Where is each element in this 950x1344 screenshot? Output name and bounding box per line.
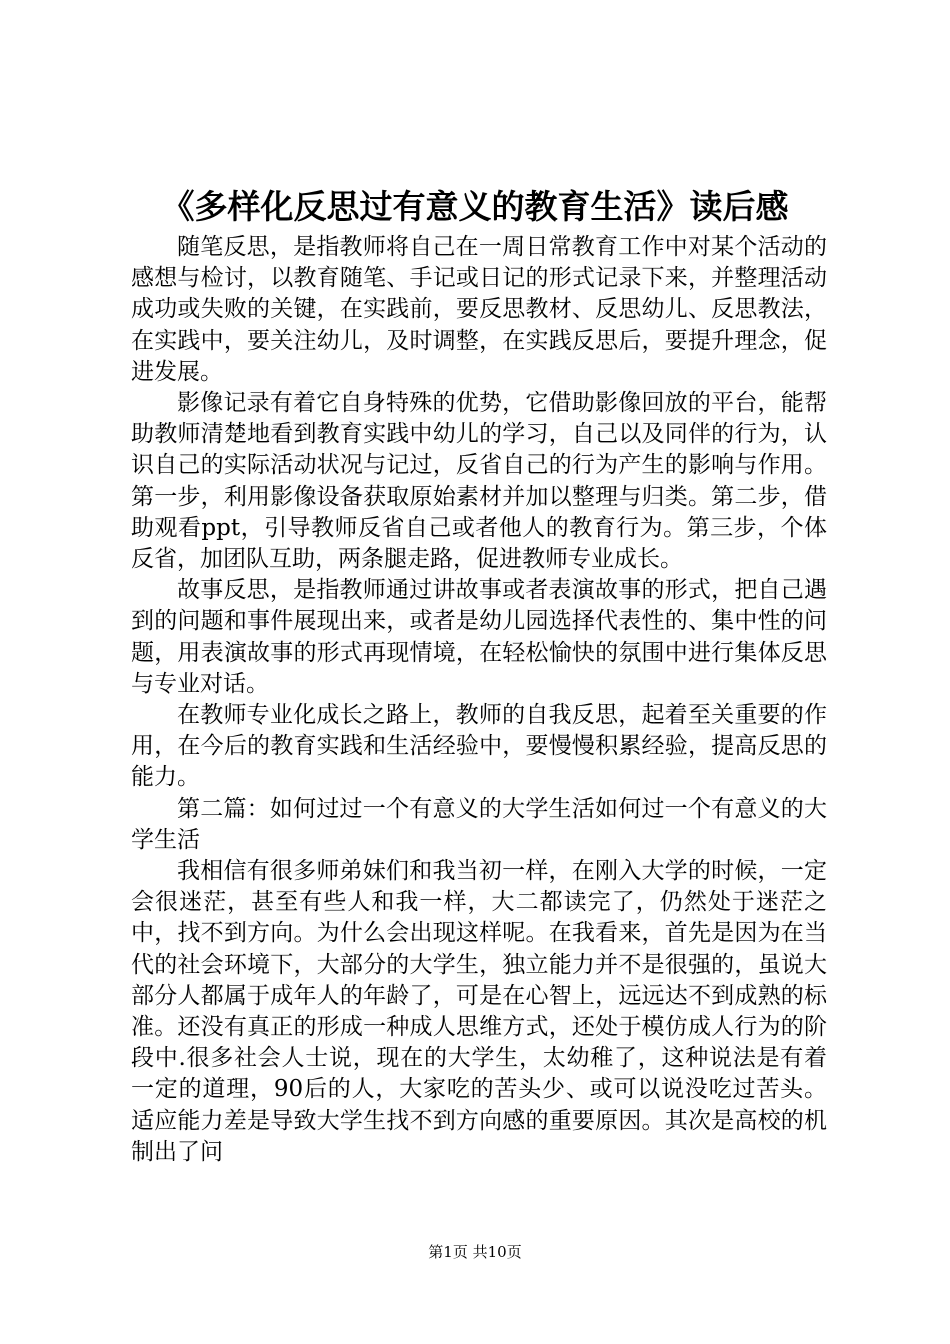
paragraph-5-section-heading: 第二篇：如何过过一个有意义的大学生活如何过一个有意义的大学生活 — [131, 795, 827, 853]
page-number-footer: 第1页 共10页 — [428, 1243, 522, 1261]
paragraph-6: 我相信有很多师弟妹们和我当初一样，在刚入大学的时候，一定会很迷茫，甚至有些人和我一样，大二都读完了，仍然处于迷茫之中，找不到方向。为什么会出现这样呢。在我看来，首先是因为在当代的社会环境下，大部分的大学生，独立能力并不是很强的，虽说大部分人都属于成年人的年龄了，可是在心智上，远远达不到成熟的标准。还没有真正的形成一种成人思维方式，还处于模仿成人行为的阶段中.很多社会人士说，现在的大学生，太幼稚了，这种说法是有着一定的道理，90后的人，大家吃的苦头少、或可以说没吃过苦头。适应能力差是导致大学生找不到方向感的重要原因。其次是高校的机制出了问 — [131, 858, 827, 1165]
paragraph-2: 影像记录有着它自身特殊的优势，它借助影像回放的平台，能帮助教师清楚地看到教育实践中幼儿的学习，自己以及同伴的行为，认识自己的实际活动状况与记过，反省自己的行为产生的影响与作用。第一步，利用影像设备获取原始素材并加以整理与归类。第二步，借助观看ppt，引导教师反省自己或者他人的教育行为。第三步，个体反省，加团队互助，两条腿走路，促进教师专业成长。 — [131, 390, 827, 573]
paragraph-4: 在教师专业化成长之路上，教师的自我反思，起着至关重要的作用，在今后的教育实践和生活经验中，要慢慢积累经验，提高反思的能力。 — [131, 702, 827, 791]
document-body — [131, 232, 827, 1168]
paragraph-3: 故事反思，是指教师通过讲故事或者表演故事的形式，把自己遇到的问题和事件展现出来，或者是幼儿园选择代表性的、集中性的问题，用表演故事的形式再现情境，在轻松愉快的氛围中进行集体反思与专业对话。 — [131, 577, 827, 697]
document-title: 《多样化反思过有意义的教育生活》读后感 — [161, 187, 789, 226]
paragraph-1: 随笔反思，是指教师将自己在一周日常教育工作中对某个活动的感想与检讨，以教育随笔、手记或日记的形式记录下来，并整理活动成功或失败的关键，在实践前，要反思教材、反思幼儿、反思教法，在实践中，要关注幼儿，及时调整，在实践反思后，要提升理念，促进发展。 — [131, 234, 827, 385]
